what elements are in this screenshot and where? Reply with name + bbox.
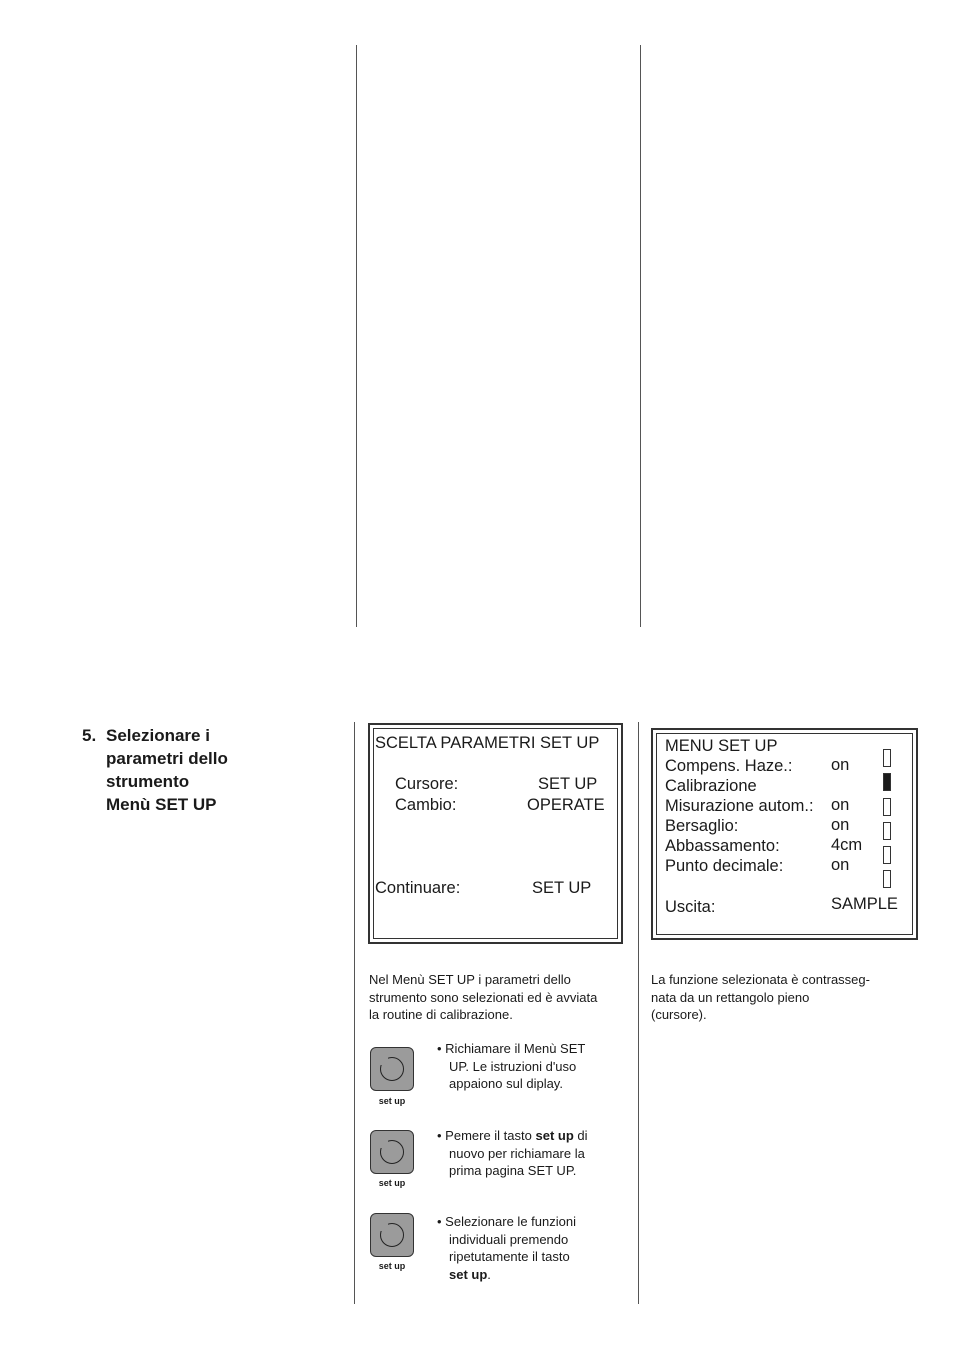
- change-value: OPERATE: [527, 796, 605, 814]
- intro-line: strumento sono selezionati ed è avviata: [369, 989, 598, 1005]
- menu-row-value: on: [831, 856, 850, 874]
- menu-row-label: Calibrazione: [665, 777, 757, 795]
- note-line: La funzione selezionata è contrasseg-: [651, 972, 870, 987]
- step-instruction: [437, 1213, 622, 1283]
- column-divider-top-right: [640, 45, 641, 627]
- step-line: • Selezionare le funzioni: [437, 1214, 576, 1229]
- menu-row-value: 4cm: [831, 836, 863, 854]
- row-marker: [883, 822, 891, 840]
- column-divider-bottom-right: [638, 722, 639, 1304]
- display-frame: [373, 728, 618, 939]
- display-setup-menu: [651, 728, 918, 940]
- row-marker: [883, 749, 891, 767]
- setup-key-icon: [370, 1047, 414, 1091]
- change-label: Cambio:: [395, 796, 457, 814]
- step-line: UP. Le istruzioni d'uso: [449, 1058, 577, 1074]
- step-line: prima pagina SET UP.: [449, 1163, 577, 1178]
- note-line: nata da un rettangolo pieno: [651, 989, 810, 1005]
- setup-key-icon: [370, 1213, 414, 1257]
- continue-label: Continuare:: [375, 879, 461, 897]
- continue-value: SET UP: [532, 879, 592, 897]
- step-instruction: [437, 1040, 622, 1093]
- note-line: (cursore).: [651, 1007, 707, 1022]
- row-marker: [883, 846, 891, 864]
- setup-key-label: set up: [378, 1178, 406, 1188]
- setup-key-label: set up: [378, 1261, 406, 1271]
- heading-line-4: Menù SET UP: [106, 795, 217, 814]
- step-line: nuovo per richiamare la: [449, 1145, 585, 1161]
- step-line: • Richiamare il Menù SET: [437, 1041, 586, 1056]
- row-marker: [883, 870, 891, 888]
- menu-row-label: Abbassamento:: [665, 837, 780, 855]
- step-line: • Pemere il tasto set up di: [437, 1128, 588, 1143]
- step-instruction: [437, 1127, 622, 1180]
- section-number: 5.: [82, 726, 97, 745]
- menu-row-value: on: [831, 796, 850, 814]
- cursor-label: Cursore:: [395, 775, 459, 793]
- heading-line-2: parametri dello: [106, 749, 228, 768]
- row-marker: [883, 798, 891, 816]
- column-divider-bottom-left: [354, 722, 355, 1304]
- cursor-value: SET UP: [538, 775, 598, 793]
- setup-key-label: set up: [378, 1096, 406, 1106]
- exit-value: SAMPLE: [831, 895, 898, 913]
- section-heading: [82, 724, 322, 816]
- menu-row-label: Compens. Haze.:: [665, 757, 793, 775]
- setup-key-icon: [370, 1130, 414, 1174]
- display-setup-choice: [368, 723, 623, 944]
- column-divider-top-left: [356, 45, 357, 627]
- step-line: individuali premendo: [449, 1231, 569, 1247]
- exit-label: Uscita:: [665, 898, 716, 916]
- intro-paragraph: [369, 971, 634, 1024]
- menu-row-value: on: [831, 756, 850, 774]
- menu-title: MENU SET UP: [665, 737, 778, 755]
- heading-line-3: strumento: [106, 772, 190, 791]
- step-line: set up.: [449, 1266, 491, 1282]
- intro-line: la routine di calibrazione.: [369, 1007, 513, 1022]
- step-line: appaiono sul diplay.: [449, 1076, 563, 1091]
- row-marker: [883, 773, 891, 791]
- menu-row-label: Bersaglio:: [665, 817, 739, 835]
- heading-line-1: Selezionare i: [106, 726, 210, 745]
- menu-row-label: Misurazione autom.:: [665, 797, 814, 815]
- menu-row-label: Punto decimale:: [665, 857, 784, 875]
- display-title: SCELTA PARAMETRI SET UP: [375, 734, 600, 752]
- menu-row-value: on: [831, 816, 850, 834]
- intro-line: Nel Menù SET UP i parametri dello: [369, 972, 571, 987]
- step-line: ripetutamente il tasto: [449, 1249, 570, 1264]
- cursor-note: [651, 971, 921, 1024]
